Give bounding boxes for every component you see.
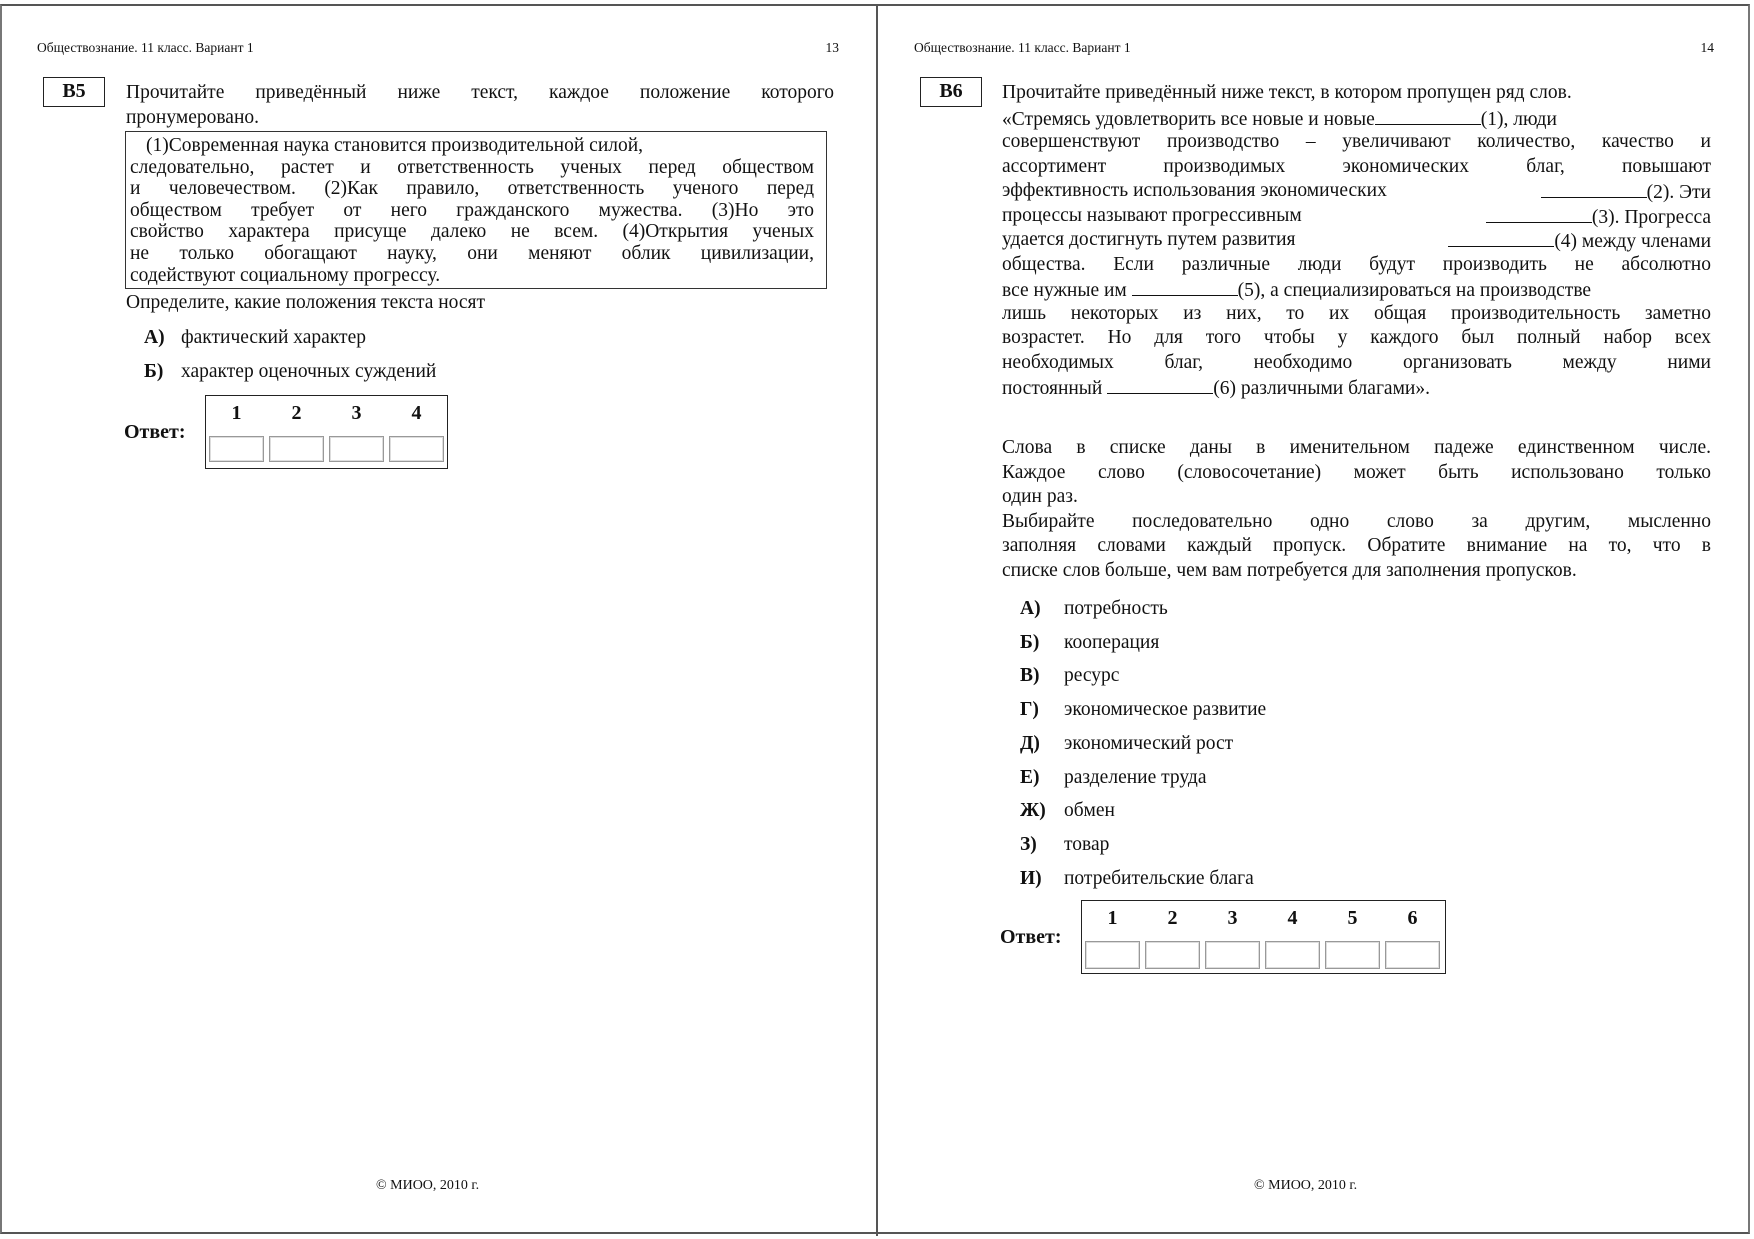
- blank-4: [1448, 228, 1554, 247]
- passage-line: постоянный (6) различными благами».: [1002, 375, 1711, 400]
- word-option: Д) экономический рост: [1020, 733, 1234, 754]
- task-badge-b5: B5: [43, 77, 105, 107]
- passage-line: эффективность использования экономических (2). Эти: [1002, 180, 1711, 203]
- answer-input[interactable]: [209, 436, 264, 462]
- answer-cell: 4: [1264, 901, 1321, 971]
- answer-cell: 2: [268, 396, 325, 466]
- answer-input[interactable]: [1385, 941, 1440, 969]
- passage-line: все нужные им (5), а специализироваться на производстве: [1002, 277, 1711, 302]
- answer-input[interactable]: [1205, 941, 1260, 969]
- answer-cell: 1: [1084, 901, 1141, 971]
- answer-cell: 6: [1384, 901, 1441, 971]
- word-option: Ж) обмен: [1020, 800, 1115, 821]
- boxed-text-line: не только обогащают науку, они меняют облик цивилизации,: [130, 242, 814, 264]
- answer-input[interactable]: [329, 436, 384, 462]
- word-option: А) потребность: [1020, 598, 1168, 619]
- answer-cell: 2: [1144, 901, 1201, 971]
- word-option: Б) кооперация: [1020, 632, 1160, 653]
- note-line: один раз.: [1002, 486, 1078, 507]
- word-option: В) ресурс: [1020, 665, 1120, 686]
- word-option: И) потребительские блага: [1020, 868, 1254, 889]
- passage-line: ассортимент производимых экономических благ, повышают: [1002, 155, 1711, 177]
- passage-line: удается достигнуть путем развития (4) между членами: [1002, 229, 1711, 252]
- answer-grid-b5: [205, 395, 448, 469]
- note-line: списке слов больше, чем вам потребуется для заполнения пропусков.: [1002, 559, 1577, 581]
- note-line: заполняя словами каждый пропуск. Обратите внимание на то, что в: [1002, 535, 1711, 556]
- blank-2: [1541, 179, 1647, 198]
- word-option: Е) разделение труда: [1020, 767, 1207, 788]
- passage-line: возрастет. Но для того чтобы у каждого был полный набор всех: [1002, 327, 1711, 348]
- boxed-text-line: свойство характера присуще далеко не всем. (4)Открытия ученых: [130, 221, 814, 243]
- boxed-text-line: следовательно, растет и ответственность ученых перед обществом: [130, 156, 814, 178]
- boxed-text-line: и человечеством. (2)Как правило, ответственность ученого перед: [130, 178, 814, 200]
- page-number: 13: [825, 40, 839, 55]
- answer-grid-b6: [1081, 900, 1446, 974]
- instruction-line: пронумеровано.: [126, 106, 260, 128]
- answer-input[interactable]: [1145, 941, 1200, 969]
- passage-line: лишь некоторых из них, то их общая производительность заметно: [1002, 302, 1711, 324]
- page-footer: © МИОО, 2010 г.: [1254, 1178, 1358, 1193]
- task-b6-text: [1002, 81, 1711, 400]
- page-footer: © МИОО, 2010 г.: [376, 1178, 480, 1193]
- task-badge-b6: B6: [920, 77, 982, 107]
- boxed-text-line: содействуют социальному прогрессу.: [130, 264, 441, 286]
- page-number: 14: [1700, 40, 1714, 55]
- header-title: Обществознание. 11 класс. Вариант 1: [37, 40, 254, 55]
- answer-input[interactable]: [1265, 941, 1320, 969]
- answer-cell: 5: [1324, 901, 1381, 971]
- word-option: З) товар: [1020, 834, 1110, 855]
- boxed-text-line: (1)Современная наука становится производительной силой,: [146, 135, 644, 156]
- passage-line: общества. Если различные люди будут производить не абсолютно: [1002, 253, 1711, 275]
- blank-1: [1375, 106, 1481, 125]
- task-b5-instruction: [126, 81, 834, 130]
- answer-label: Ответ:: [124, 421, 186, 443]
- note-line: Каждое слово (словосочетание) может быть использовано только: [1002, 461, 1711, 483]
- passage-line: необходимых благ, необходимо организовать между ними: [1002, 351, 1711, 373]
- instruction-line: Прочитайте приведённый ниже текст, каждое положение которого: [126, 82, 834, 103]
- task-b5-question: Определите, какие положения текста носят: [126, 292, 486, 313]
- boxed-text-line: обществом требует от него гражданского мужества. (3)Но это: [130, 199, 814, 221]
- passage-line: совершенствуют производство – увеличивают количество, качество и: [1002, 131, 1711, 152]
- answer-input[interactable]: [389, 436, 444, 462]
- answer-input[interactable]: [1085, 941, 1140, 969]
- blank-5: [1132, 277, 1238, 296]
- option-a: А) фактический характер: [144, 327, 366, 348]
- answer-cell: 3: [328, 396, 385, 466]
- answer-input[interactable]: [269, 436, 324, 462]
- option-b: Б) характер оценочных суждений: [144, 361, 437, 382]
- passage-line: процессы называют прогрессивным (3). Прогресса: [1002, 204, 1711, 228]
- header-title: Обществознание. 11 класс. Вариант 1: [914, 40, 1131, 55]
- page-13: [0, 0, 876, 1239]
- answer-cell: 3: [1204, 901, 1261, 971]
- word-option: Г) экономическое развитие: [1020, 699, 1267, 720]
- note-line: Выбирайте последовательно одно слово за другим, мысленно: [1002, 510, 1711, 532]
- instruction-line: Прочитайте приведённый ниже текст, в котором пропущен ряд слов.: [1002, 82, 1572, 103]
- answer-cell: 4: [388, 396, 445, 466]
- answer-cell: 1: [208, 396, 265, 466]
- blank-3: [1486, 204, 1592, 223]
- page-14: [878, 0, 1754, 1239]
- answer-input[interactable]: [1325, 941, 1380, 969]
- passage-line: «Стремясь удовлетворить все новые и новые (1), люди: [1002, 106, 1711, 131]
- note-line: Слова в списке даны в именительном падеже единственном числе.: [1002, 437, 1711, 458]
- answer-label: Ответ:: [1000, 926, 1062, 948]
- numbered-text-box: [125, 131, 827, 289]
- task-b6-note: [1002, 436, 1711, 583]
- blank-6: [1107, 375, 1213, 394]
